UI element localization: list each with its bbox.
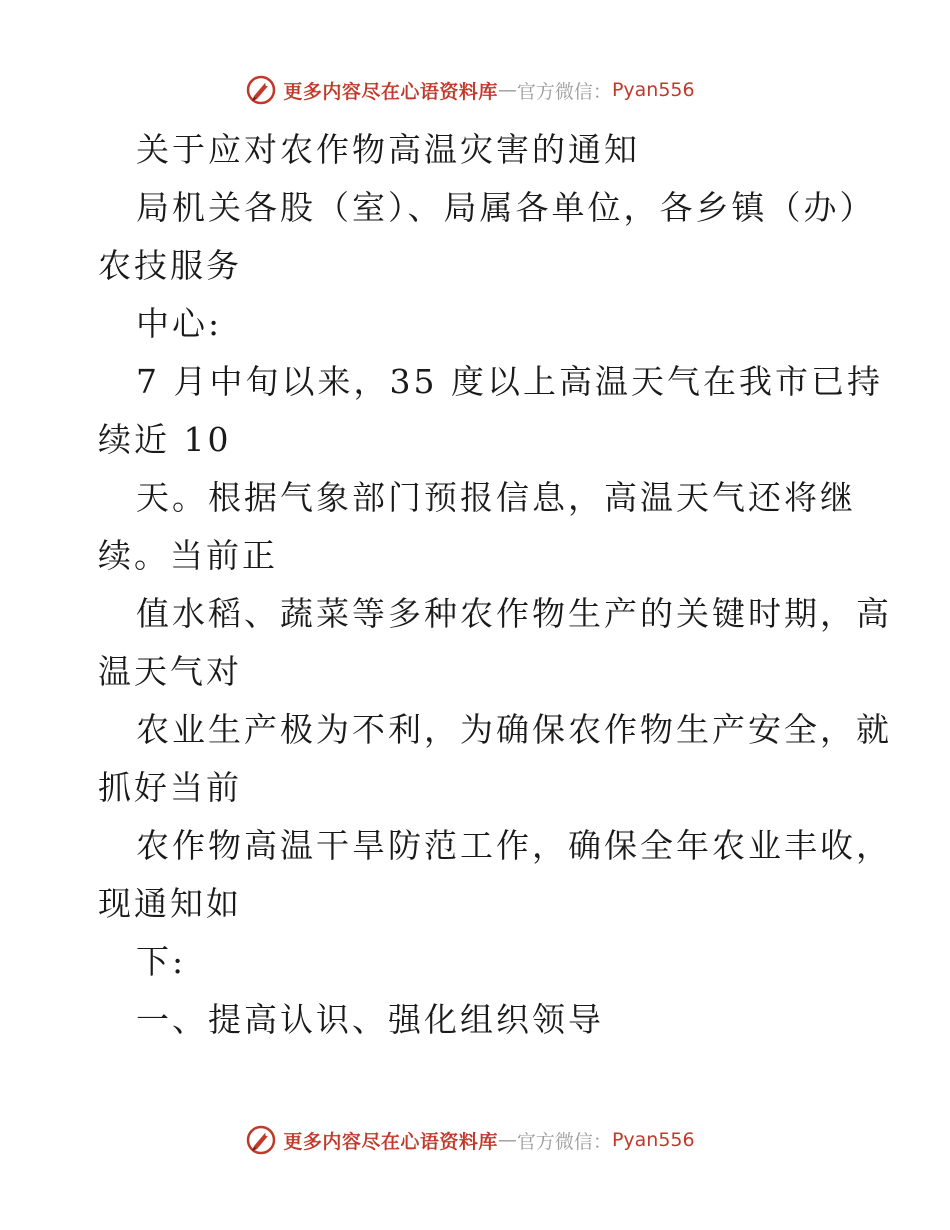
document-line: 农技服务 bbox=[98, 246, 242, 285]
document-line: 温天气对 bbox=[98, 652, 242, 691]
document-line: 关于应对农作物高温灾害的通知 bbox=[136, 130, 640, 169]
document-line: 局机关各股（室）、局属各单位，各乡镇（办） bbox=[136, 188, 876, 227]
document-line: 值水稻、蔬菜等多种农作物生产的关键时期，高 bbox=[136, 594, 892, 633]
watermark-label: 官方微信： bbox=[516, 1130, 612, 1153]
watermark-label: 官方微信： bbox=[516, 80, 612, 103]
document-line: 天。根据气象部门预报信息，高温天气还将继 bbox=[136, 478, 856, 517]
brand-logo-icon bbox=[245, 1124, 277, 1156]
watermark-header bbox=[0, 70, 950, 110]
document-body bbox=[98, 121, 892, 1049]
watermark-account: Pyan556 bbox=[611, 1129, 695, 1151]
document-line: 现通知如 bbox=[98, 884, 242, 923]
document-line: 农业生产极为不利，为确保农作物生产安全，就 bbox=[136, 710, 892, 749]
watermark-footer bbox=[0, 1120, 950, 1160]
document-line: 一、提高认识、强化组织领导 bbox=[136, 1000, 604, 1039]
watermark-brand: 更多内容尽在心语资料库 bbox=[283, 80, 498, 103]
document-line: 农作物高温干旱防范工作，确保全年农业丰收， bbox=[136, 826, 892, 865]
document-line: 续近 10 bbox=[98, 420, 232, 459]
watermark-dash: — bbox=[497, 79, 517, 101]
watermark-dash: — bbox=[497, 1129, 517, 1151]
document-line: 7 月中旬以来，35 度以上高温天气在我市已持 bbox=[136, 362, 883, 401]
watermark-account: Pyan556 bbox=[611, 79, 695, 101]
document-line: 续。当前正 bbox=[98, 536, 278, 575]
document-line: 中心: bbox=[136, 304, 223, 343]
document-line: 抓好当前 bbox=[98, 768, 242, 807]
brand-logo-icon bbox=[245, 74, 277, 106]
watermark-brand: 更多内容尽在心语资料库 bbox=[283, 1130, 498, 1153]
document-line: 下: bbox=[136, 942, 187, 981]
